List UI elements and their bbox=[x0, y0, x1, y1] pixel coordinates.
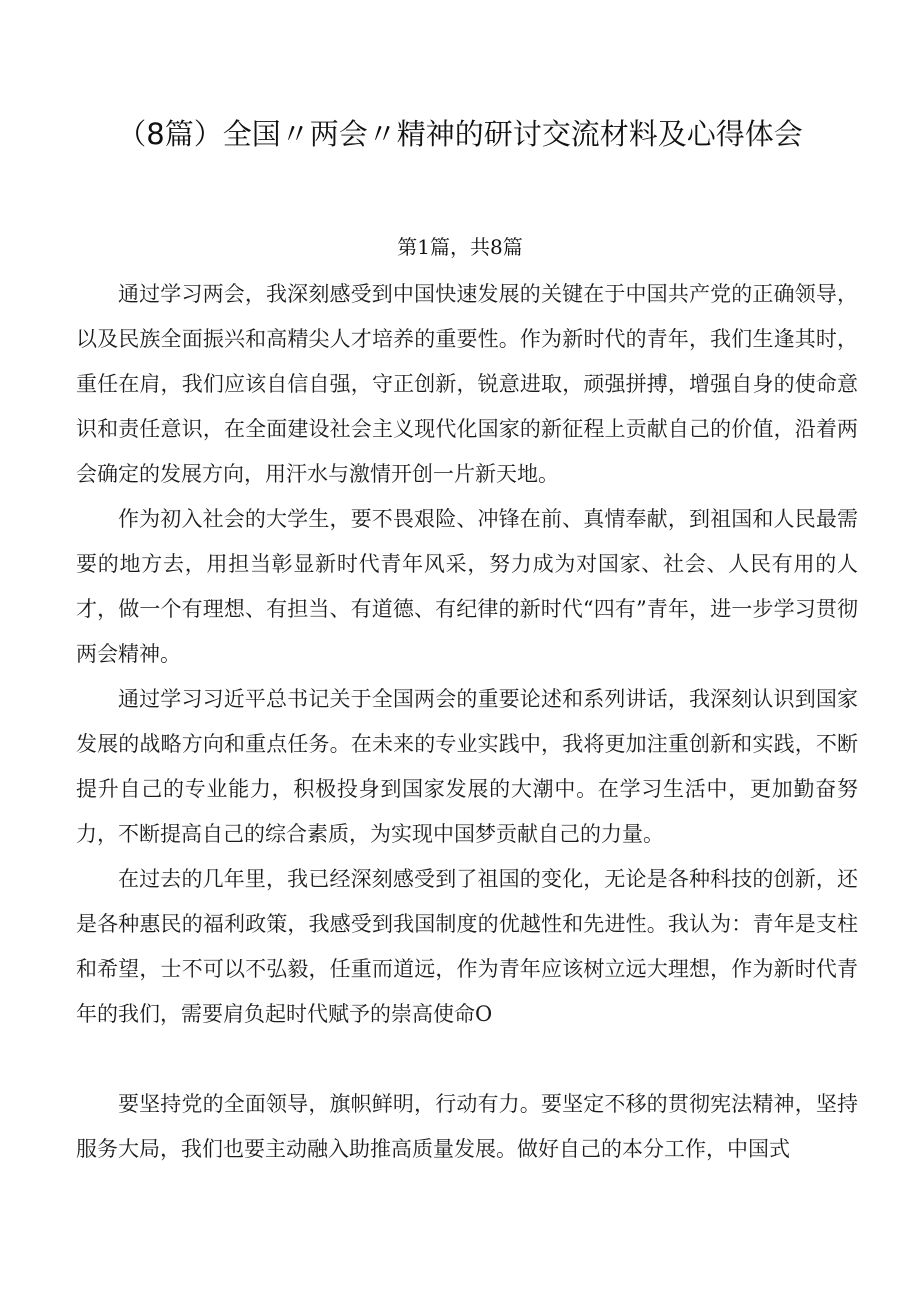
paragraph: 通过学习习近平总书记关于全国两会的重要论述和系列讲话，我深刻认识到国家发展的战略方向和重点任务。在未来的专业实践中，我将更加注重创新和实践，不断提升自己的专业能力，积极投身到国家发展的大潮中。在学习生活中，更加勤奋努力，不断提高自己的综合素质，为实现中国梦贡献自己的力量。 bbox=[76, 687, 858, 846]
paragraph: 要坚持党的全面领导，旗帜鲜明，行动有力。要坚定不移的贯彻宪法精神，坚持服务大局，我们也要主动融入助推高质量发展。做好自己的本分工作，中国式 bbox=[76, 1092, 858, 1161]
paragraph: 在过去的几年里，我已经深刻感受到了祖国的变化，无论是各种科技的创新，还是各种惠民的福利政策，我感受到我国制度的优越性和先进性。我认为：青年是支柱和希望，士不可以不弘毅，任重而道远，作为青年应该树立远大理想，作为新时代青年的我们，需要肩负起时代赋予的崇高使命O bbox=[76, 867, 858, 1026]
paragraph: 通过学习两会，我深刻感受到中国快速发展的关键在于中国共产党的正确领导，以及民族全面振兴和高精尖人才培养的重要性。作为新时代的青年，我们生逢其时，重任在肩，我们应该自信自强，守正创新，锐意进取，顽强拼搏，增强自身的使命意识和责任意识，在全面建设社会主义现代化国家的新征程上贡献自己的价值，沿着两会确定的发展方向，用汗水与激情开创一片新天地。 bbox=[76, 282, 858, 486]
document-body bbox=[76, 272, 858, 1172]
document-title: （8篇）全国〃两会〃精神的研讨交流材料及心得体会 bbox=[117, 117, 803, 151]
paragraph: 作为初入社会的大学生，要不畏艰险、冲锋在前、真情奉献，到祖国和人民最需要的地方去，用担当彰显新时代青年风采，努力成为对国家、社会、人民有用的人才，做一个有理想、有担当、有道德、有纪律的新时代“四有”青年，进一步学习贯彻两会精神。 bbox=[76, 507, 858, 666]
part-heading: 第1篇，共8篇 bbox=[397, 235, 523, 259]
